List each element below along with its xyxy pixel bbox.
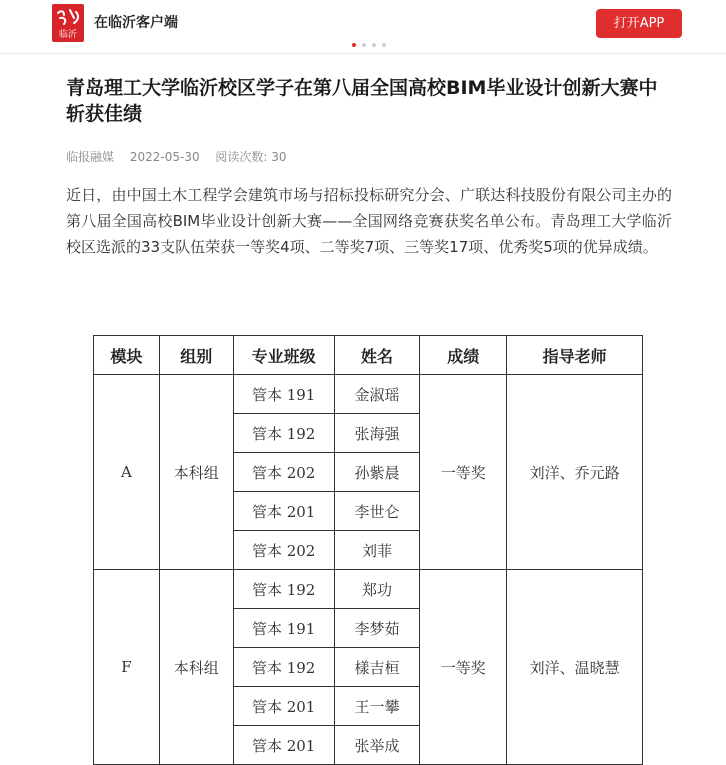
app-header xyxy=(0,0,726,46)
article-meta xyxy=(66,150,299,164)
app-name: 在临沂客户端 xyxy=(94,15,178,31)
class-cell: 管本 191 xyxy=(233,375,334,414)
class-cell: 管本 202 xyxy=(233,453,334,492)
header-class: 专业班级 xyxy=(233,336,334,375)
carousel-dot-4[interactable] xyxy=(382,43,386,47)
name-cell: 王一攀 xyxy=(334,687,420,726)
category-cell: 本科组 xyxy=(159,375,233,570)
module-cell: F xyxy=(94,570,160,765)
carousel-dot-1[interactable] xyxy=(352,43,356,47)
name-cell: 李梦茹 xyxy=(334,609,420,648)
article-title: 青岛理工大学临沂校区学子在第八届全国高校BIM毕业设计创新大赛中斩获佳绩 xyxy=(66,77,658,125)
header-divider xyxy=(0,53,726,54)
table-header-row xyxy=(94,336,643,375)
header-advisor: 指导老师 xyxy=(507,336,643,375)
open-app-button[interactable]: 打开APP xyxy=(596,9,682,38)
header-category: 组别 xyxy=(159,336,233,375)
class-cell: 管本 201 xyxy=(233,492,334,531)
class-cell: 管本 201 xyxy=(233,687,334,726)
class-cell: 管本 192 xyxy=(233,570,334,609)
article-read-count: 阅读次数: 30 xyxy=(215,150,287,164)
grade-cell: 一等奖 xyxy=(420,375,507,570)
header-name: 姓名 xyxy=(334,336,420,375)
class-cell: 管本 202 xyxy=(233,531,334,570)
name-cell: 李世仑 xyxy=(334,492,420,531)
linyi-app-logo[interactable] xyxy=(52,4,84,42)
header-module: 模块 xyxy=(94,336,160,375)
table-row xyxy=(94,375,643,414)
carousel-dot-2[interactable] xyxy=(362,43,366,47)
name-cell: 金淑瑶 xyxy=(334,375,420,414)
article-paragraph: 近日，由中国土木工程学会建筑市场与招标投标研究分会、广联达科技股份有限公司主办的第八届全国高校BIM毕业设计创新大赛——全国网络竞赛获奖名单公布。青岛理工大学临沂校区选派的33支队伍荣获一等奖4项、二等奖7项、三等奖17项、优秀奖5项的优异成绩。 xyxy=(66,186,672,256)
module-cell: A xyxy=(94,375,160,570)
article-source: 临报融媒 xyxy=(66,150,115,164)
name-cell: 郑功 xyxy=(334,570,420,609)
class-cell: 管本 192 xyxy=(233,648,334,687)
article-date: 2022-05-30 xyxy=(129,150,200,164)
header-grade: 成绩 xyxy=(420,336,507,375)
advisor-cell: 刘洋、乔元路 xyxy=(507,375,643,570)
name-cell: 孙紫晨 xyxy=(334,453,420,492)
name-cell: 张举成 xyxy=(334,726,420,765)
category-cell: 本科组 xyxy=(159,570,233,765)
awards-table xyxy=(93,335,643,765)
carousel-dot-3[interactable] xyxy=(372,43,376,47)
class-cell: 管本 201 xyxy=(233,726,334,765)
class-cell: 管本 192 xyxy=(233,414,334,453)
grade-cell: 一等奖 xyxy=(420,570,507,765)
name-cell: 刘菲 xyxy=(334,531,420,570)
svg-text:临沂: 临沂 xyxy=(58,30,78,40)
carousel-indicator xyxy=(352,43,392,47)
name-cell: 樣吉桓 xyxy=(334,648,420,687)
advisor-cell: 刘洋、温晓慧 xyxy=(507,570,643,765)
class-cell: 管本 191 xyxy=(233,609,334,648)
name-cell: 张海强 xyxy=(334,414,420,453)
table-row xyxy=(94,570,643,609)
